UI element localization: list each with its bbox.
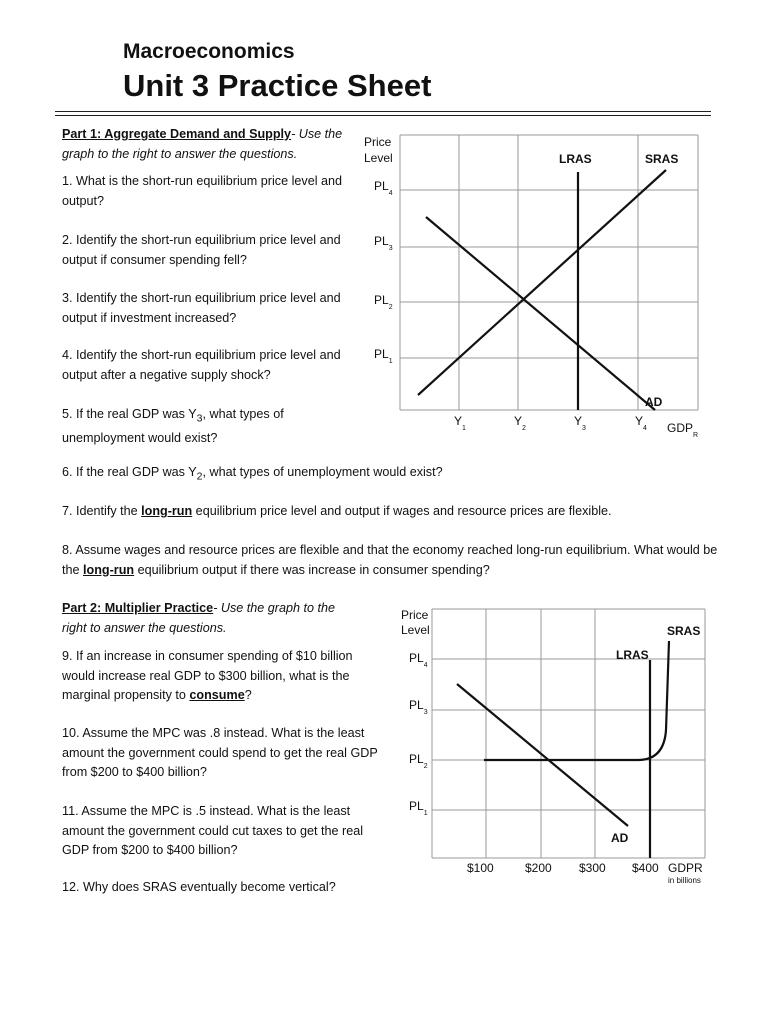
y-tick-pl4-2: $PL_4$ bbox=[409, 651, 428, 669]
ad-curve-2 bbox=[457, 684, 628, 826]
question-text: equilibrium price level and output if wages and resource prices are flexible. bbox=[192, 504, 612, 518]
y-tick-pl1-2: $PL_1$ bbox=[409, 799, 428, 817]
question-text: Assume wages and resource prices are flexible and that the economy reached long-run equilibrium. What would be the bbox=[62, 543, 718, 577]
sras-label-2: SRAS bbox=[667, 624, 701, 638]
question-number: 11. bbox=[62, 804, 79, 818]
subscript: 2 bbox=[196, 470, 203, 483]
question-text: Identify the short-run equilibrium price level and output if consumer spending fell? bbox=[62, 233, 341, 267]
question-text: Identify the bbox=[76, 504, 142, 518]
x-axis-unit: in billions bbox=[668, 876, 701, 885]
question-text: What is the short-run equilibrium price level and output? bbox=[62, 174, 343, 208]
question-text: Why does SRAS eventually become vertical? bbox=[83, 880, 336, 894]
x-tick-200: $200 bbox=[525, 861, 552, 875]
graph2-grid bbox=[432, 609, 705, 858]
subscript: 3 bbox=[196, 412, 203, 425]
question-text: Identify the short-run equilibrium price level and output after a negative supply shock? bbox=[62, 348, 341, 382]
lras-label: LRAS bbox=[559, 152, 592, 166]
question-number: 1. bbox=[62, 174, 73, 188]
x-tick-400: $400 bbox=[632, 861, 659, 875]
x-axis-title-2: GDPR bbox=[668, 861, 703, 875]
ad-curve bbox=[426, 217, 655, 410]
x-tick-y2: $Y_2$ bbox=[514, 414, 526, 432]
question-text: , what types of unemployment would exist? bbox=[202, 465, 443, 479]
question-number: 2. bbox=[62, 233, 73, 247]
x-tick-100: $100 bbox=[467, 861, 494, 875]
emphasis-long-run: long-run bbox=[83, 562, 135, 577]
part2-instruction: - Use the graph to the right to answer the questions. bbox=[62, 601, 335, 635]
question-text: Identify the short-run equilibrium price level and output if investment increased? bbox=[62, 291, 341, 325]
y-tick-pl4: $PL_4$ bbox=[374, 179, 393, 197]
question-text: If the real GDP was Y bbox=[76, 465, 197, 479]
part1-instruction: - Use the graph to the right to answer the questions. bbox=[62, 127, 343, 161]
y-axis-title-line1: Price bbox=[364, 135, 392, 149]
question-text: , what types of unemployment would exist? bbox=[62, 407, 284, 446]
ad-label-2: AD bbox=[611, 831, 629, 845]
question-text: Assume the MPC was .8 instead. What is the least amount the government could spend to get the real GDP from $200 to $400 billion? bbox=[62, 726, 378, 779]
question-number: 5. bbox=[62, 407, 73, 421]
question-text: Assume the MPC is .5 instead. What is the least amount the government could cut taxes to get the real GDP from $200 to $400 billion? bbox=[62, 804, 364, 857]
x-tick-y4: $Y_4$ bbox=[635, 414, 647, 432]
sras-curve bbox=[418, 170, 666, 395]
x-axis-title: $GDP_R$ bbox=[667, 421, 699, 439]
question-number: 7. bbox=[62, 504, 73, 518]
y-tick-pl1: $PL_1$ bbox=[374, 347, 393, 365]
question-number: 8. bbox=[62, 543, 73, 557]
question-text: If the real GDP was Y bbox=[76, 407, 197, 421]
graph1-grid bbox=[400, 135, 698, 410]
y-tick-pl2: $PL_2$ bbox=[374, 293, 393, 311]
question-number: 10. bbox=[62, 726, 80, 740]
page-title: Unit 3 Practice Sheet bbox=[123, 68, 432, 103]
question-text: If an increase in consumer spending of $10 billion would increase real GDP to $300 billion, what is the marginal propensity to bbox=[62, 649, 353, 702]
question-text: equilibrium output if there was increase in consumer spending? bbox=[134, 562, 490, 577]
y-axis-title-line2: Level bbox=[364, 151, 393, 165]
question-text: ? bbox=[244, 688, 252, 702]
part2-heading: Part 2: Multiplier Practice bbox=[62, 601, 214, 615]
lras-label-2: LRAS bbox=[616, 648, 649, 662]
question-number: 6. bbox=[62, 465, 73, 479]
x-tick-y3: $Y_3$ bbox=[574, 414, 586, 432]
y-tick-pl3: $PL_3$ bbox=[374, 234, 393, 252]
emphasis-consume: consume bbox=[189, 688, 245, 702]
question-number: 9. bbox=[62, 649, 73, 663]
y-tick-pl3-2: $PL_3$ bbox=[409, 698, 428, 716]
y-axis-title-line2-2: Level bbox=[401, 623, 430, 637]
sras-label: SRAS bbox=[645, 152, 679, 166]
ad-label: AD bbox=[645, 395, 663, 409]
part1-heading: Part 1: Aggregate Demand and Supply bbox=[62, 127, 292, 141]
emphasis-long-run: long-run bbox=[141, 504, 193, 518]
course-name: Macroeconomics bbox=[123, 40, 295, 63]
question-number: 4. bbox=[62, 348, 73, 362]
question-number: 12. bbox=[62, 880, 80, 894]
y-axis-title-line1-2: Price bbox=[401, 608, 429, 622]
x-tick-300: $300 bbox=[579, 861, 606, 875]
y-tick-pl2-2: $PL_2$ bbox=[409, 752, 428, 770]
x-tick-y1: $Y_1$ bbox=[454, 414, 466, 432]
question-number: 3. bbox=[62, 291, 73, 305]
